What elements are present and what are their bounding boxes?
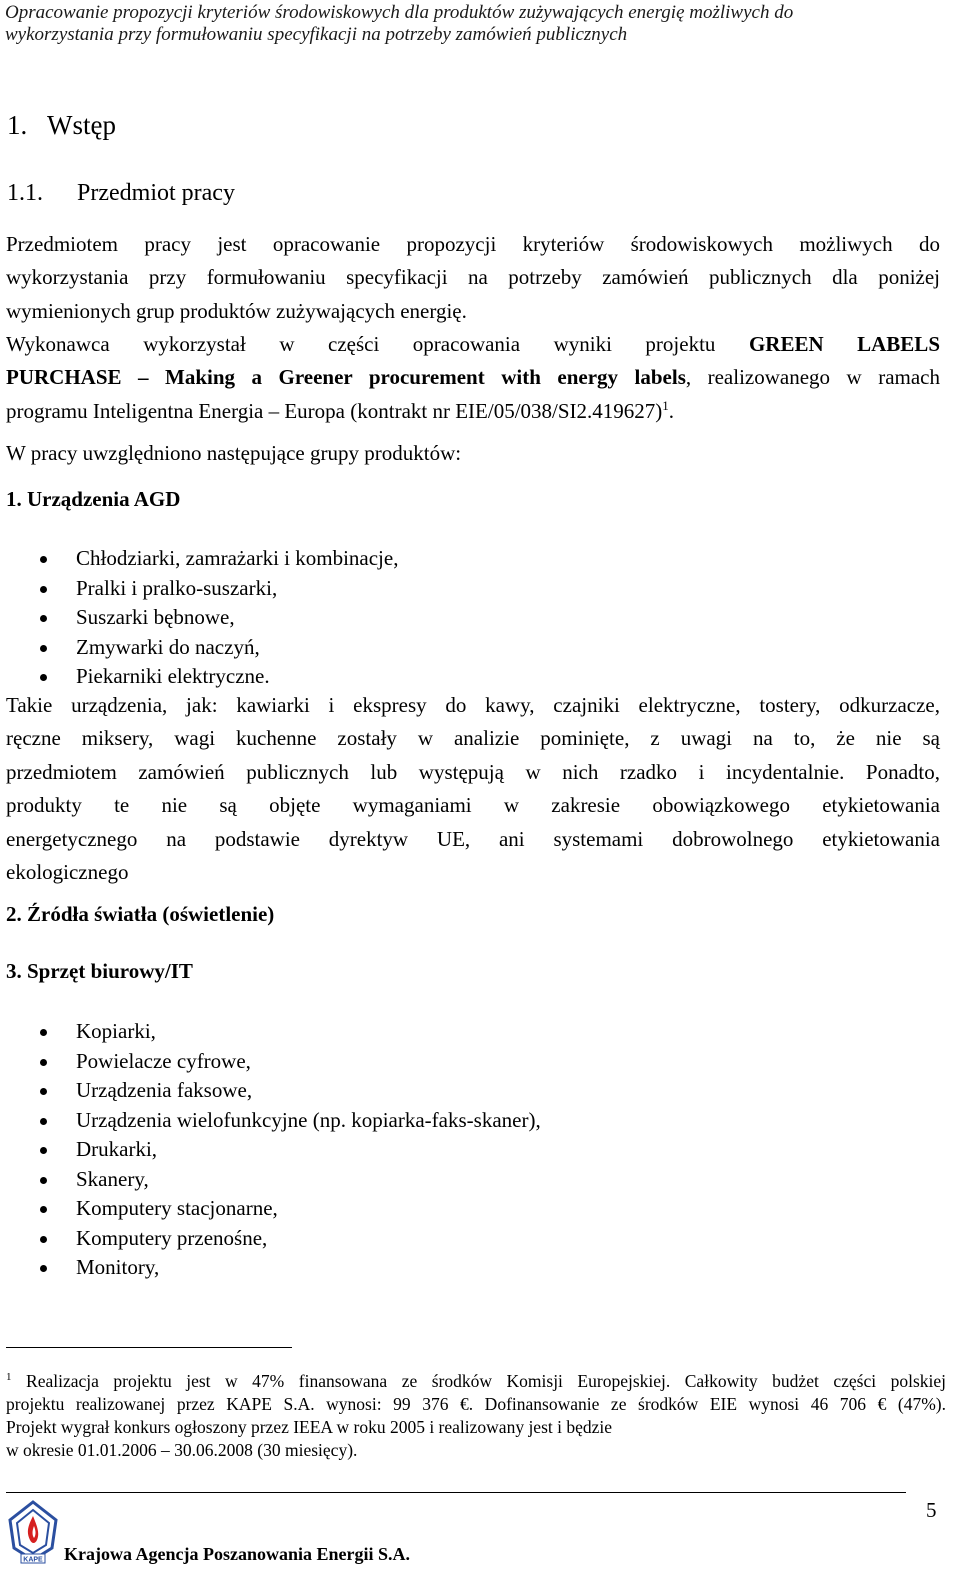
list-item: Urządzenia faksowe,: [40, 1076, 541, 1106]
list-item: Skanery,: [40, 1165, 541, 1195]
paragraph-text: programu Inteligentna Energia – Europa (kontrakt nr EIE/05/038/SI2.419627): [6, 398, 663, 423]
group-3-heading: 3. Sprzęt biurowy/IT: [6, 959, 193, 983]
list-item: Drukarki,: [40, 1135, 541, 1165]
section-heading: [7, 110, 116, 141]
kape-logo-icon: [4, 1498, 62, 1566]
footnote-reference[interactable]: 1: [662, 397, 669, 413]
paragraph-line: wymienionych grup produktów zużywających energię.: [6, 298, 467, 323]
running-header-line-2: wykorzystania przy formułowaniu specyfikacji na potrzeby zamówień publicznych: [5, 24, 628, 45]
paragraph-line: ręczne miksery, wagi kuchenne zostały w analizie pominięte, z uwagi na to, że nie są: [6, 726, 940, 751]
group-1-list: [40, 544, 398, 692]
paragraph-text: , realizowanego w ramach: [685, 365, 940, 390]
footnote-line: [6, 1370, 946, 1393]
list-item: Komputery przenośne,: [40, 1224, 541, 1254]
list-item: Chłodziarki, zamrażarki i kombinacje,: [40, 544, 398, 574]
footer-separator: [6, 1492, 906, 1493]
kape-logo: [4, 1498, 62, 1566]
project-name-part2: PURCHASE – Making a Greener procurement with energy labels: [6, 365, 686, 390]
paragraph-line: Przedmiotem pracy jest opracowanie propozycji kryteriów środowiskowych możliwych do: [6, 232, 940, 256]
section-number: 1.: [7, 110, 28, 140]
list-item: Urządzenia wielofunkcyjne (np. kopiarka-faks-skaner),: [40, 1106, 541, 1136]
paragraph-line: ekologicznego: [6, 860, 129, 885]
paragraph-intro: [6, 228, 940, 328]
list-item: Piekarniki elektryczne.: [40, 662, 398, 692]
footnote-text: Realizacja projektu jest w 47% finansowana ze środków Komisji Europejskiej. Całkowity budżet części polskiej: [26, 1371, 947, 1391]
footnote-marker: 1: [6, 1371, 12, 1383]
list-item: Zmywarki do naczyń,: [40, 633, 398, 663]
agency-name: Krajowa Agencja Poszanowania Energii S.A.: [64, 1544, 410, 1564]
page-number: 5: [926, 1498, 937, 1522]
paragraph-excluded-devices: [6, 689, 940, 889]
footnote-line: projektu realizowanej przez KAPE S.A. wynosi: 99 376 €. Dofinansowanie ze środków EIE wynosi 46 706 € (47%).: [6, 1394, 946, 1414]
paragraph-line: energetycznego na podstawie dyrektyw UE, ani systemami dobrowolnego etykietowania: [6, 826, 940, 851]
paragraph-contractor: [6, 328, 940, 428]
paragraph-line: [6, 328, 940, 361]
subsection-title: Przedmiot pracy: [77, 180, 235, 206]
subsection-heading: [7, 180, 235, 207]
list-item: Suszarki bębnowe,: [40, 603, 398, 633]
groups-intro: W pracy uwzględniono następujące grupy produktów:: [6, 441, 462, 465]
logo-text: KAPE: [23, 1556, 43, 1564]
list-item: Monitory,: [40, 1253, 541, 1283]
paragraph-line: wykorzystania przy formułowaniu specyfikacji na potrzeby zamówień publicznych dla poniżej: [6, 265, 940, 290]
footnote-line: Projekt wygrał konkurs ogłoszony przez IEEA w roku 2005 i realizowany jest i będzie: [6, 1417, 613, 1437]
list-item: Kopiarki,: [40, 1017, 541, 1047]
footnote-line: w okresie 01.01.2006 – 30.06.2008 (30 miesięcy).: [6, 1440, 358, 1460]
paragraph-line: produkty te nie są objęte wymaganiami w zakresie obowiązkowego etykietowania: [6, 793, 940, 818]
project-name-part1: GREEN LABELS: [748, 332, 940, 356]
paragraph-line: Takie urządzenia, jak: kawiarki i ekspresy do kawy, czajniki elektryczne, tostery, odkurzacze,: [6, 693, 940, 717]
group-2-heading: 2. Źródła światła (oświetlenie): [6, 902, 275, 926]
paragraph-line: [6, 361, 940, 394]
paragraph-text: Wykonawca wykorzystał w części opracowania wyniki projektu: [6, 332, 716, 356]
running-header-line-1: Opracowanie propozycji kryteriów środowiskowych dla produktów zużywających energię możliwych do: [5, 2, 794, 23]
list-item: Powielacze cyfrowe,: [40, 1047, 541, 1077]
paragraph-text: .: [668, 398, 675, 423]
subsection-number: 1.1.: [7, 180, 43, 206]
footnote: [6, 1370, 946, 1462]
section-title: Wstęp: [47, 110, 116, 140]
paragraph-line: [6, 395, 940, 428]
group-1-heading: 1. Urządzenia AGD: [6, 487, 181, 511]
list-item: Pralki i pralko-suszarki,: [40, 574, 398, 604]
list-item: Komputery stacjonarne,: [40, 1194, 541, 1224]
group-3-list: [40, 1017, 541, 1283]
paragraph-line: przedmiotem zamówień publicznych lub występują w nich rzadko i incydentalnie. Ponadto,: [6, 759, 940, 784]
footnote-separator: [6, 1347, 292, 1348]
